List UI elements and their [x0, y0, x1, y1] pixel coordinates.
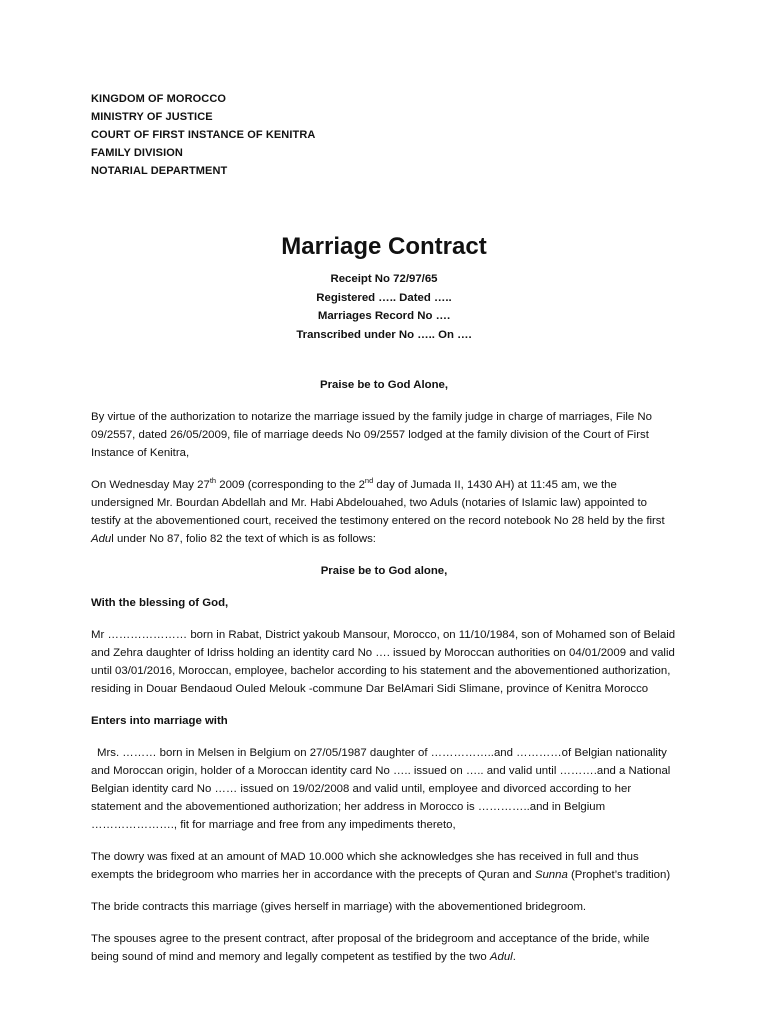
header-ministry: MINISTRY OF JUSTICE [91, 111, 213, 123]
receipt-number: Receipt No 72/97/65 [330, 273, 438, 285]
transcribed-under: Transcribed under No ….. On …. [296, 328, 472, 341]
paragraph-dowry [91, 848, 677, 884]
header-court: COURT OF FIRST INSTANCE OF KENITRA [91, 129, 316, 141]
marriages-record-number: Marriages Record No …. [317, 310, 451, 323]
document-title: Marriage Contract [281, 233, 487, 260]
superscript-th: th [209, 476, 217, 486]
praise-line-2: Praise be to God alone, [320, 565, 448, 578]
adul-term-italic-2: Adul [489, 951, 513, 964]
sunna-term-italic: Sunna [534, 869, 568, 882]
paragraph-bride: Mrs. ……… born in Melsen in Belgium on 27/05/1987 daughter of ……………..and …………of Belgian nationality and Moroccan origin, holder of a Moroccan identity card No ….. issued on ….. and valid until ……….and a National Belgian identity card No …… issued on 19/02/2008 and valid until, employee and divorced according to her statement and the abovementioned authorization; her address in Morocco is …………..and in Belgium …………………., fit for marriage and free from any impediments thereto, [91, 747, 671, 832]
paragraph-groom: Mr ………………… born in Rabat, District yakoub Mansour, Morocco, on 11/10/1984, son of Mohamed son of Belaid and Zehra daughter of Idriss holding an identity card No …. issued by Moroccan authorities on 04/01/2009 and valid until 03/01/2016, Moroccan, employee, bachelor according to his statement and the abovementioned authorization, residing in Douar Bendaoud Ouled Melouk -commune Dar BelAmari Sidi Slimane, province of Kenitra Morocco [91, 629, 676, 696]
spouses-text-1: The spouses agree to the present contract, after proposal of the bridegroom and acceptance of the bride, while being sound of mind and memory and legally competent as testified by the two [91, 933, 650, 964]
adul-term-italic: Adu [91, 533, 112, 546]
paragraph-wednesday [91, 476, 677, 548]
registered-dated: Registered ….. Dated ….. [316, 291, 452, 304]
enters-marriage-line: Enters into marriage with [91, 715, 228, 728]
dowry-text-1: The dowry was fixed at an amount of MAD 10.000 which she acknowledges she has received in full and thus exempts the bridegroom who marries her in accordance with the precepts of Quran and [91, 851, 639, 882]
paragraph-bride-contracts: The bride contracts this marriage (gives herself in marriage) with the abovementioned bridegroom. [91, 901, 587, 914]
header-kingdom: KINGDOM OF MOROCCO [91, 93, 227, 105]
issuing-authority-header [91, 90, 677, 180]
wednesday-text-3: day of Jumada II, 1430 AH) at 11:45 am, we the undersigned Mr. Bourdan Abdellah and Mr. Habi Abdelouahed, two Aduls (notaries of Islamic law) appointed to testify at the abovementioned court, received the testimony entered on the record notebook No 28 held by the first [91, 479, 665, 528]
header-division: FAMILY DIVISION [91, 147, 183, 159]
paragraph-spouses [91, 930, 677, 966]
wednesday-text-1: On Wednesday May 27 [91, 479, 210, 492]
registration-meta [91, 270, 677, 344]
paragraph-authorization: By virtue of the authorization to notarize the marriage issued by the family judge in charge of marriages, File No 09/2557, dated 26/05/2009, file of marriage deeds No 09/2557 lodged at the family division of the Court of First Instance of Kenitra, [91, 411, 652, 460]
wednesday-text-2: 2009 (corresponding to the 2 [216, 479, 365, 492]
superscript-nd: nd [364, 476, 374, 486]
praise-line-1: Praise be to God Alone, [319, 379, 449, 392]
header-department: NOTARIAL DEPARTMENT [91, 165, 228, 177]
dowry-text-2: (Prophet’s tradition) [567, 869, 671, 882]
wednesday-text-4: l under No 87, folio 82 the text of which is as follows: [111, 533, 376, 546]
blessing-line: With the blessing of God, [91, 597, 229, 610]
spouses-text-2: . [512, 951, 516, 964]
